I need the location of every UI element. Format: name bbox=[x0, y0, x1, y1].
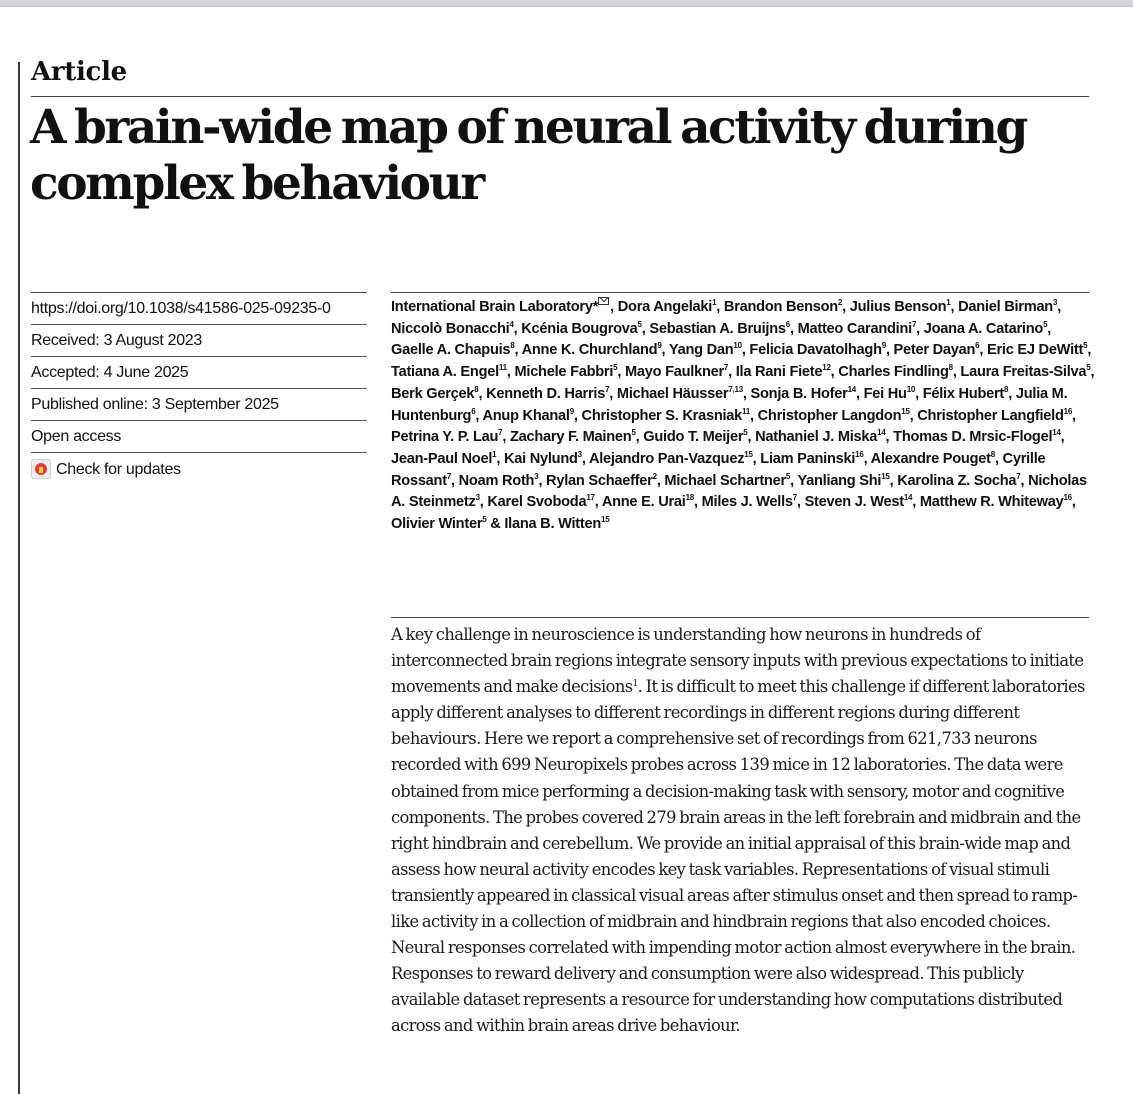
affiliation-number[interactable]: 8 bbox=[948, 363, 953, 373]
affiliation-number[interactable]: 11 bbox=[742, 406, 751, 416]
author-entry: Anup Khanal$^9$, bbox=[482, 406, 582, 424]
author-entry: Matthew R. Whiteway$^{16}$, bbox=[919, 493, 1076, 511]
abstract-paragraph bbox=[391, 622, 1091, 1040]
affiliation-number[interactable]: 5 bbox=[785, 471, 791, 481]
author-name[interactable]: Christopher S. Krasniak bbox=[581, 407, 743, 424]
author-entry: Karel Svoboda$^{17}$, bbox=[487, 493, 602, 511]
affiliation-number[interactable]: 15 bbox=[901, 406, 910, 416]
author-entry: Charles Findling$^8$, bbox=[838, 363, 961, 381]
affiliation-number[interactable]: 1 bbox=[492, 449, 497, 459]
author-entry: Gaelle A. Chapuis$^8$, bbox=[391, 341, 522, 359]
affiliation-number[interactable]: 5 bbox=[1043, 319, 1048, 329]
author-name[interactable]: Liam Paninski bbox=[760, 450, 856, 467]
author-name[interactable]: Dora Angelaki bbox=[617, 299, 713, 315]
article-title: A brain-wide map of neural activity during complex behaviour bbox=[30, 100, 1026, 211]
author-name[interactable]: Ila Rani Fiete bbox=[735, 364, 823, 381]
author-entry: Thomas D. Mrsic-Flogel$^{14}$, bbox=[893, 428, 1065, 446]
author-name[interactable]: Julia M. Huntenburg bbox=[391, 385, 1068, 424]
affiliation-number[interactable]: 17 bbox=[586, 493, 595, 503]
header-rule bbox=[31, 96, 1089, 97]
author-entry: Alejandro Pan-Vazquez$^{15}$, bbox=[588, 449, 761, 467]
abstract-text-part-1: A key challenge in neuroscience is understanding how neurons in hundreds of interconnected brain regions integrate sensory inputs with previous expectations to initiate movements and make decisions bbox=[391, 625, 1084, 697]
author-entry: Steven J. West$^{14}$, bbox=[804, 493, 920, 511]
author-entry: Daniel Birman$^3$, bbox=[958, 298, 1061, 315]
author-name[interactable]: Fei Hu bbox=[863, 385, 907, 402]
author-entry: Brandon Benson$^2$, bbox=[723, 298, 850, 315]
author-entry: Julius Benson$^1$, bbox=[849, 298, 959, 315]
affiliation-number[interactable]: 1 bbox=[712, 298, 717, 307]
affiliation-number[interactable]: 5 bbox=[613, 363, 618, 373]
article-type-label: Article bbox=[31, 57, 127, 87]
author-list bbox=[391, 297, 1096, 536]
affiliation-number[interactable]: 16 bbox=[855, 449, 864, 459]
affiliation-number[interactable]: 7 bbox=[498, 428, 503, 438]
author-name[interactable]: Brandon Benson bbox=[723, 299, 838, 315]
author-entry: Christopher S. Krasniak$^{11}$, bbox=[581, 406, 758, 424]
author-name[interactable]: Charles Findling bbox=[838, 364, 949, 381]
author-name[interactable]: Niccolò Bonacchi bbox=[391, 320, 510, 337]
author-name[interactable]: Alejandro Pan-Vazquez bbox=[588, 450, 745, 467]
accepted-date: Accepted: 4 June 2025 bbox=[31, 357, 367, 389]
author-name[interactable]: Rylan Schaeffer bbox=[546, 472, 653, 489]
affiliation-number[interactable]: 8 bbox=[510, 341, 515, 351]
article-metadata bbox=[31, 293, 367, 485]
author-entry: Petrina Y. P. Lau$^7$, bbox=[391, 428, 510, 446]
author-name[interactable]: Eric EJ DeWitt bbox=[986, 342, 1084, 359]
affiliation-number[interactable]: 7 bbox=[723, 363, 729, 373]
author-entry: Michele Fabbri$^5$, bbox=[514, 363, 625, 381]
author-name[interactable]: Miles J. Wells bbox=[701, 494, 793, 511]
abstract-top-rule bbox=[391, 617, 1089, 618]
author-name[interactable]: Mayo Faulkner bbox=[624, 364, 724, 381]
author-name[interactable]: Nicholas A. Steinmetz bbox=[391, 472, 1087, 511]
author-entry: Cyrille Rossant$^7$, bbox=[391, 450, 1046, 489]
author-entry: Sonja B. Hofer$^{14}$, bbox=[750, 384, 864, 402]
author-name[interactable]: Petrina Y. P. Lau bbox=[391, 429, 499, 446]
author-entry: Rylan Schaeffer$^2$, bbox=[546, 471, 665, 489]
author-name[interactable]: Zachary F. Mainen bbox=[509, 429, 632, 446]
affiliation-number[interactable]: 10 bbox=[733, 341, 742, 351]
affiliation-number[interactable]: 5 bbox=[631, 428, 636, 438]
affiliation-number[interactable]: 14 bbox=[903, 493, 913, 503]
author-entry: Christopher Langfield$^{16}$, bbox=[917, 406, 1076, 424]
author-entry: Nathaniel J. Miska$^{14}$, bbox=[755, 428, 894, 446]
author-entry: International Brain Laboratory* , bbox=[391, 299, 618, 315]
affiliation-number[interactable]: 4 bbox=[509, 319, 514, 329]
author-entry: Niccolò Bonacchi$^4$, bbox=[391, 319, 522, 337]
affiliation-number[interactable]: 3 bbox=[1052, 298, 1058, 307]
author-name[interactable]: Kai Nylund bbox=[503, 450, 578, 467]
author-name[interactable]: Nathaniel J. Miska bbox=[755, 429, 878, 446]
affiliation-number[interactable]: 14 bbox=[1052, 428, 1061, 438]
author-name[interactable]: Kcénia Bougrova bbox=[521, 320, 638, 337]
affiliation-number[interactable]: 15 bbox=[601, 515, 610, 525]
affiliation-number[interactable]: 6 bbox=[471, 406, 476, 416]
affiliation-number[interactable]: 7 bbox=[911, 319, 917, 329]
affiliation-number[interactable]: 8 bbox=[474, 384, 479, 394]
author-name[interactable]: International Brain Laboratory* bbox=[391, 299, 599, 315]
author-entry: Felicia Davatolhagh$^9$, bbox=[749, 341, 894, 359]
author-entry: Karolina Z. Socha$^7$, bbox=[897, 471, 1029, 489]
author-entry: Jean-Paul Noel$^1$, bbox=[391, 449, 504, 467]
author-name[interactable]: Michael Häusser bbox=[616, 385, 729, 402]
author-name[interactable]: Ilana B. Witten bbox=[504, 516, 602, 533]
left-margin-rule bbox=[18, 62, 20, 1094]
author-entry: Christopher Langdon$^{15}$, bbox=[757, 406, 918, 424]
published-date: Published online: 3 September 2025 bbox=[31, 389, 367, 421]
affiliation-number[interactable]: 5 bbox=[1086, 363, 1091, 373]
affiliation-number[interactable]: 7 bbox=[1016, 471, 1021, 481]
author-name[interactable]: Tatiana A. Engel bbox=[391, 364, 499, 381]
affiliation-number[interactable]: 18 bbox=[685, 493, 694, 503]
affiliation-number[interactable]: 16 bbox=[1063, 493, 1072, 503]
received-date: Received: 3 August 2023 bbox=[31, 325, 367, 357]
author-name[interactable]: Kenneth D. Harris bbox=[486, 385, 606, 402]
affiliation-number[interactable]: 7 bbox=[446, 471, 452, 481]
affiliation-number[interactable]: 16 bbox=[1063, 406, 1073, 416]
author-entry: Joana A. Catarino$^5$, bbox=[923, 319, 1052, 337]
author-name[interactable]: Karel Svoboda bbox=[487, 494, 587, 511]
authors-top-rule bbox=[391, 292, 1089, 293]
affiliation-number[interactable]: 3 bbox=[577, 449, 582, 459]
affiliation-number[interactable]: 5 bbox=[743, 428, 748, 438]
author-entry: Anne E. Urai$^{18}$, bbox=[601, 493, 702, 511]
author-entry: Peter Dayan$^6$, bbox=[893, 341, 987, 359]
author-entry: Berk Gerçek$^8$, bbox=[391, 384, 487, 402]
affiliation-number[interactable]: 9 bbox=[657, 341, 662, 351]
author-name[interactable]: Berk Gerçek bbox=[391, 385, 475, 402]
author-entry: Félix Hubert$^8$, bbox=[922, 384, 1016, 402]
affiliation-number[interactable]: 12 bbox=[822, 363, 831, 373]
affiliation-number[interactable]: 7 bbox=[792, 493, 797, 503]
author-name[interactable]: Jean-Paul Noel bbox=[391, 450, 493, 467]
author-name[interactable]: Alexandre Pouget bbox=[870, 450, 991, 467]
affiliation-number[interactable]: 2 bbox=[652, 471, 657, 481]
open-access-label: Open access bbox=[31, 421, 367, 453]
mail-icon[interactable] bbox=[598, 297, 609, 305]
author-entry: Nicholas A. Steinmetz$^3$, bbox=[391, 472, 1087, 511]
author-name[interactable]: Félix Hubert bbox=[922, 385, 1005, 402]
abstract-text-part-2: . It is difficult to meet this challenge if different laboratories apply different analyses to different recordings in different regions during different behaviours. Here we report a comprehensive set of recordings from 621,733 neurons recorded with 699 Neuropixels probes across 139 mice in 12 laboratories. The data were obtained from mice performing a decision-making task with sensory, motor and cognitive components. The probes covered 279 brain areas in the left forebrain and midbrain and the right hindbrain and cerebellum. We provide an initial appraisal of this brain-wide map and assess how neural activity encodes key task variables. Representations of visual stimuli transiently appeared in classical visual areas after stimulus onset and then spread to ramp-like activity in a collection of midbrain and hindbrain regions that also encoded choices. Neural responses correlated with impending motor action almost everywhere in the brain. Responses to reward delivery and consumption were also widespread. This publicly available dataset represents a resource for understanding how computations distributed across and within brain areas drive behaviour. bbox=[391, 677, 1085, 1036]
author-name[interactable]: Felicia Davatolhagh bbox=[749, 342, 882, 359]
author-name[interactable]: Anup Khanal bbox=[482, 407, 570, 424]
affiliation-number[interactable]: 14 bbox=[877, 428, 886, 438]
author-entry: Kai Nylund$^3$, bbox=[503, 449, 589, 467]
author-name[interactable]: Anne E. Urai bbox=[601, 494, 686, 511]
affiliation-number[interactable]: 14 bbox=[847, 384, 856, 394]
author-entry: Alexandre Pouget$^8$, bbox=[870, 449, 1003, 467]
affiliation-number[interactable]: 10 bbox=[906, 384, 916, 394]
author-name[interactable]: Thomas D. Mrsic-Flogel bbox=[893, 429, 1053, 446]
author-entry: Liam Paninski$^{16}$, bbox=[760, 449, 871, 467]
author-name[interactable]: Christopher Langdon bbox=[757, 407, 902, 424]
author-entry: Laura Freitas-Silva$^5$, bbox=[960, 363, 1095, 381]
affiliation-number[interactable]: 9 bbox=[569, 406, 574, 416]
author-entry: Fei Hu$^{10}$, bbox=[863, 384, 923, 402]
author-entry bbox=[504, 516, 609, 532]
author-entry: Yang Dan$^{10}$, bbox=[668, 341, 750, 359]
author-name[interactable]: Yanliang Shi bbox=[797, 472, 882, 489]
author-entry: Anne K. Churchland$^9$, bbox=[521, 341, 669, 359]
author-name[interactable]: Christopher Langfield bbox=[917, 407, 1064, 424]
author-entry: Michael Häusser$^{7,13}$, bbox=[616, 384, 751, 402]
author-name[interactable]: Guido T. Meijer bbox=[643, 429, 744, 446]
crossmark-icon bbox=[31, 459, 51, 479]
author-entry: Yanliang Shi$^{15}$, bbox=[797, 471, 898, 489]
affiliation-number[interactable]: 7 bbox=[605, 384, 610, 394]
author-entry: Guido T. Meijer$^5$, bbox=[643, 428, 756, 446]
affiliation-number[interactable]: 5 bbox=[482, 515, 487, 525]
doi-link[interactable]: https://doi.org/10.1038/s41586-025-09235-0 bbox=[31, 300, 331, 317]
author-name[interactable]: Matthew R. Whiteway bbox=[919, 494, 1064, 511]
author-entry: Julia M. Huntenburg$^6$, bbox=[391, 385, 1068, 424]
affiliation-number[interactable]: 5 bbox=[637, 319, 642, 329]
doi-row bbox=[31, 293, 367, 325]
author-name[interactable]: Gaelle A. Chapuis bbox=[391, 342, 511, 359]
affiliation-number[interactable]: 9 bbox=[881, 341, 886, 351]
author-name[interactable]: Sebastian A. Bruijns bbox=[649, 320, 786, 337]
affiliation-number[interactable]: 8 bbox=[990, 449, 995, 459]
author-name[interactable]: Daniel Birman bbox=[958, 299, 1053, 315]
author-entry: Kcénia Bougrova$^5$, bbox=[521, 319, 650, 337]
author-entry: Olivier Winter$^5$ & bbox=[391, 515, 505, 533]
author-name[interactable]: Steven J. West bbox=[804, 494, 904, 511]
author-entry: Dora Angelaki$^1$, bbox=[617, 298, 724, 315]
affiliation-number[interactable]: 11 bbox=[498, 363, 507, 373]
affiliation-number[interactable]: 3 bbox=[475, 493, 480, 503]
author-entry: Sebastian A. Bruijns$^6$, bbox=[649, 319, 798, 337]
author-entry: Ila Rani Fiete$^{12}$, bbox=[735, 363, 839, 381]
author-name[interactable]: Matteo Carandini bbox=[797, 320, 912, 337]
check-for-updates-button[interactable] bbox=[31, 453, 367, 485]
author-name[interactable]: Julius Benson bbox=[849, 299, 947, 315]
author-name[interactable]: Cyrille Rossant bbox=[391, 450, 1046, 489]
browser-top-bar bbox=[0, 0, 1133, 7]
author-entry: Mayo Faulkner$^7$, bbox=[624, 363, 736, 381]
author-name[interactable]: Michael Schartner bbox=[664, 472, 786, 489]
author-name[interactable]: Karolina Z. Socha bbox=[897, 472, 1017, 489]
author-entry: Miles J. Wells$^7$, bbox=[701, 493, 805, 511]
author-name[interactable]: Olivier Winter bbox=[391, 516, 483, 533]
affiliation-number[interactable]: 5 bbox=[1083, 341, 1088, 351]
affiliation-number[interactable]: 7,13 bbox=[728, 384, 743, 394]
check-for-updates-label: Check for updates bbox=[56, 460, 181, 478]
affiliation-number[interactable]: 3 bbox=[534, 471, 539, 481]
affiliation-number[interactable]: 6 bbox=[975, 341, 980, 351]
author-name[interactable]: Michele Fabbri bbox=[514, 364, 614, 381]
author-name[interactable]: Laura Freitas-Silva bbox=[960, 364, 1087, 381]
affiliation-number[interactable]: 15 bbox=[881, 471, 890, 481]
author-entry: Michael Schartner$^5$, bbox=[664, 471, 798, 489]
author-entry: Matteo Carandini$^7$, bbox=[797, 319, 924, 337]
author-entry: Noam Roth$^3$, bbox=[458, 471, 547, 489]
author-entry: Tatiana A. Engel$^{11}$, bbox=[391, 363, 515, 381]
author-entry: Kenneth D. Harris$^7$, bbox=[486, 384, 617, 402]
affiliation-number[interactable]: 1 bbox=[946, 298, 951, 307]
affiliation-number[interactable]: 8 bbox=[1004, 384, 1009, 394]
author-entry: Eric EJ DeWitt$^5$, bbox=[986, 341, 1092, 359]
affiliation-number[interactable]: 15 bbox=[744, 449, 753, 459]
affiliation-number[interactable]: 6 bbox=[785, 319, 790, 329]
author-name[interactable]: Peter Dayan bbox=[893, 342, 976, 359]
author-name[interactable]: Anne K. Churchland bbox=[521, 342, 658, 359]
author-name[interactable]: Joana A. Catarino bbox=[923, 320, 1044, 337]
author-name[interactable]: Noam Roth bbox=[458, 472, 535, 489]
author-name[interactable]: Yang Dan bbox=[668, 342, 734, 359]
affiliation-number[interactable]: 2 bbox=[837, 298, 843, 307]
reference-1-link[interactable]: 1 bbox=[632, 679, 638, 690]
author-name[interactable]: Sonja B. Hofer bbox=[750, 385, 848, 402]
author-entry: Zachary F. Mainen$^5$, bbox=[509, 428, 644, 446]
